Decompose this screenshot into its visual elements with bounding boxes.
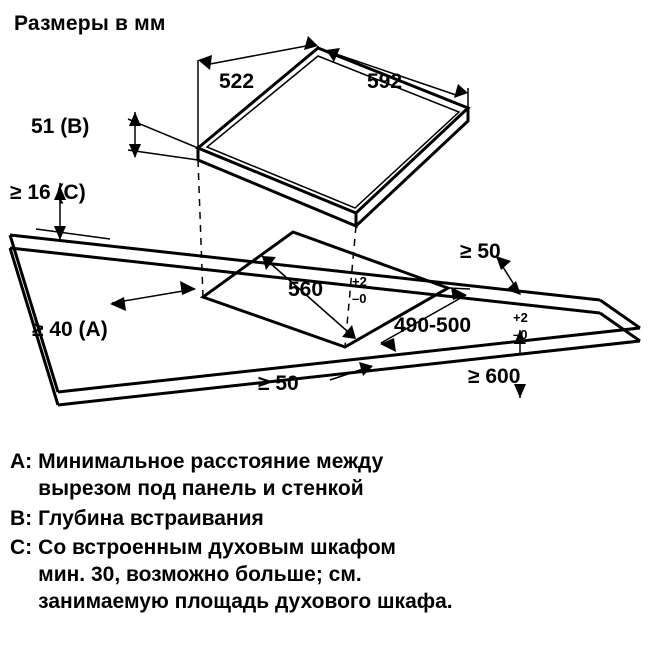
legend-item-a: [10, 448, 646, 503]
dimension-arrowheads: [54, 36, 526, 398]
dim-label-50-front: ≥ 50: [258, 372, 299, 395]
legend-c-line2: мин. 30, возможно больше; см.: [38, 563, 362, 587]
dim-label-560-sub: –0: [352, 291, 367, 306]
projection-line-left: [198, 160, 203, 297]
worktop-right-edge-2: [600, 313, 640, 341]
dim-label-522: 522: [219, 70, 255, 93]
ext-line-51-bottom: [128, 150, 198, 160]
dim-label-40: ≥ 40 (A): [32, 318, 108, 341]
legend-c-line3: занимаемую площадь духового шкафа.: [38, 590, 453, 614]
dim-label-50-rear: ≥ 50: [460, 240, 501, 263]
dim-label-16: ≥ 16 (C): [10, 181, 86, 204]
legend-key-c: C:: [10, 535, 33, 559]
legend-value-a: [38, 448, 646, 503]
dim-line-522: [210, 46, 306, 64]
dim-label-490-sub: –0: [513, 327, 528, 342]
dimension-labels: [10, 70, 528, 395]
dim-label-490: 490-500: [394, 314, 472, 337]
legend-key-a: A:: [10, 450, 33, 473]
worktop-left-edge: [10, 235, 58, 392]
ext-line-16: [36, 229, 110, 239]
dim-label-600: ≥ 600: [468, 365, 521, 388]
worktop-right-edge: [600, 300, 640, 328]
dim-label-51: 51 (B): [31, 115, 90, 138]
dim-label-592: 592: [367, 70, 403, 93]
dim-label-560: 560: [288, 278, 324, 301]
legend-value-c: [38, 534, 646, 616]
legend-value-b: [38, 505, 646, 532]
legend-a-line1: Минимальное расстояние между: [38, 450, 384, 473]
legend: [10, 448, 646, 618]
legend-a-line2: вырезом под панель и стенкой: [38, 477, 364, 501]
legend-item-c: [10, 534, 646, 616]
hob-front-edge: [198, 148, 356, 226]
legend-key-b: B:: [10, 506, 33, 530]
legend-c-line1: Со встроенным духовым шкафом: [38, 535, 396, 559]
dim-label-560-sup: +2: [352, 274, 367, 289]
legend-item-b: [10, 505, 646, 532]
page-title: Размеры в мм: [14, 12, 166, 35]
legend-b-line1: Глубина встраивания: [38, 506, 264, 530]
dim-label-490-sup: +2: [513, 310, 528, 325]
